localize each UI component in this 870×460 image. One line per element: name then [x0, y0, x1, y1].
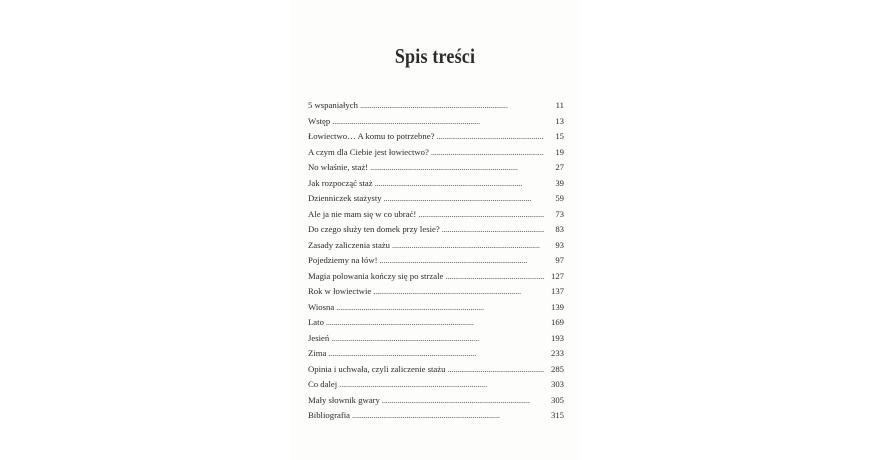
toc-entry: [308, 377, 564, 393]
toc-entry-page: 59: [555, 193, 564, 203]
toc-entry: [308, 393, 564, 409]
toc-entry-title: Jak rozpocząć staż: [308, 177, 373, 188]
toc-entry: [308, 176, 564, 192]
dot-leader: [431, 145, 544, 161]
toc-entry-title: A czym dla Ciebie jest łowiectwo?: [308, 146, 429, 157]
toc-entry-page: 193: [550, 332, 564, 343]
toc-entry-title: Zima: [308, 348, 327, 358]
dot-leader: [392, 238, 544, 254]
toc-entry-page: 137: [550, 286, 564, 296]
toc-entry-page: 83: [555, 224, 564, 234]
toc-entry-page: 13: [555, 115, 564, 126]
toc-entry: [308, 284, 564, 300]
toc-entry: [308, 408, 564, 424]
dot-leader: [331, 331, 544, 347]
toc-entry-title: Ale ja nie mam się w co ubrać!: [308, 208, 417, 219]
dot-leader: [326, 315, 544, 331]
toc-entry-title: Zasady zaliczenia stażu: [308, 239, 391, 250]
toc-entry-page: 285: [550, 363, 564, 374]
dot-leader: [379, 253, 544, 269]
toc-entry-page: 73: [555, 208, 564, 219]
toc-entry-page: 139: [550, 301, 564, 312]
toc-entry-title: Do czego służy ten domek przy lesie?: [308, 224, 440, 234]
toc-entry-title: Dzienniczek stażysty: [308, 193, 382, 203]
toc-entry-title: 5 wspaniałych: [308, 100, 358, 110]
toc-entry-page: 97: [555, 255, 564, 265]
dot-leader: [370, 160, 544, 176]
dot-leader: [445, 269, 544, 285]
toc-entry-title: Rok w łowiectwie: [308, 286, 372, 296]
dot-leader: [442, 222, 544, 238]
toc-entry: [308, 114, 564, 130]
dot-leader: [418, 207, 544, 223]
toc-entry: [308, 362, 564, 378]
toc-entry-title: Co dalej: [308, 379, 338, 389]
toc-entry-title: No właśnie, staż!: [308, 162, 369, 172]
toc-entry-title: Opinia i uchwała, czyli zaliczenie stażu: [308, 363, 446, 374]
toc-entry: [308, 269, 564, 285]
toc-entry-title: Magia polowania kończy się po strzale: [308, 270, 444, 281]
toc-entry-page: 315: [550, 410, 564, 420]
toc-entry-page: 15: [555, 131, 564, 141]
dot-leader: [382, 393, 544, 409]
toc-entry: [308, 331, 564, 347]
toc-entry-page: 233: [550, 348, 564, 358]
toc-entry-title: Wiosna: [308, 301, 335, 312]
toc-entry: [308, 207, 564, 223]
toc-entry-page: 169: [550, 317, 564, 327]
dot-leader: [436, 129, 544, 145]
toc-entry-title: Bibliografia: [308, 410, 350, 420]
toc-entry-title: Łowiectwo… A komu to potrzebne?: [308, 131, 435, 141]
toc-entry-title: Mały słownik gwary: [308, 394, 380, 405]
toc-entry-page: 303: [550, 379, 564, 389]
toc-entry: [308, 145, 564, 161]
dot-leader: [352, 408, 544, 424]
dot-leader: [384, 191, 544, 207]
dot-leader: [360, 98, 544, 114]
toc-entry-page: 127: [550, 270, 564, 281]
toc-entry-title: Lato: [308, 317, 324, 327]
toc-entry-title: Pojedziemy na łów!: [308, 255, 378, 265]
dot-leader: [373, 284, 544, 300]
toc-entry-page: 93: [555, 239, 564, 250]
toc-entry: [308, 222, 564, 238]
dot-leader: [375, 176, 544, 192]
dot-leader: [339, 377, 544, 393]
toc-entry-page: 19: [555, 146, 564, 157]
toc-entry: [308, 253, 564, 269]
toc-entry-page: 27: [555, 162, 564, 172]
toc-entry-title: Wstęp: [308, 115, 331, 126]
dot-leader: [332, 114, 544, 130]
toc-entry: [308, 300, 564, 316]
toc-entry-title: Jesień: [308, 332, 330, 343]
toc-entry: [308, 160, 564, 176]
toc-entry: [308, 98, 564, 114]
dot-leader: [336, 300, 544, 316]
toc-entry-page: 305: [550, 394, 564, 405]
toc-entry: [308, 346, 564, 362]
toc-entry: [308, 238, 564, 254]
dot-leader: [328, 346, 544, 362]
toc-entry-page: 39: [555, 177, 564, 188]
toc-entry: [308, 129, 564, 145]
dot-leader: [448, 362, 545, 378]
toc-entry-page: 11: [555, 100, 564, 110]
toc-entry: [308, 315, 564, 331]
table-of-contents: [308, 98, 564, 424]
page-title: Spis treści: [394, 44, 476, 68]
toc-entry: [308, 191, 564, 207]
